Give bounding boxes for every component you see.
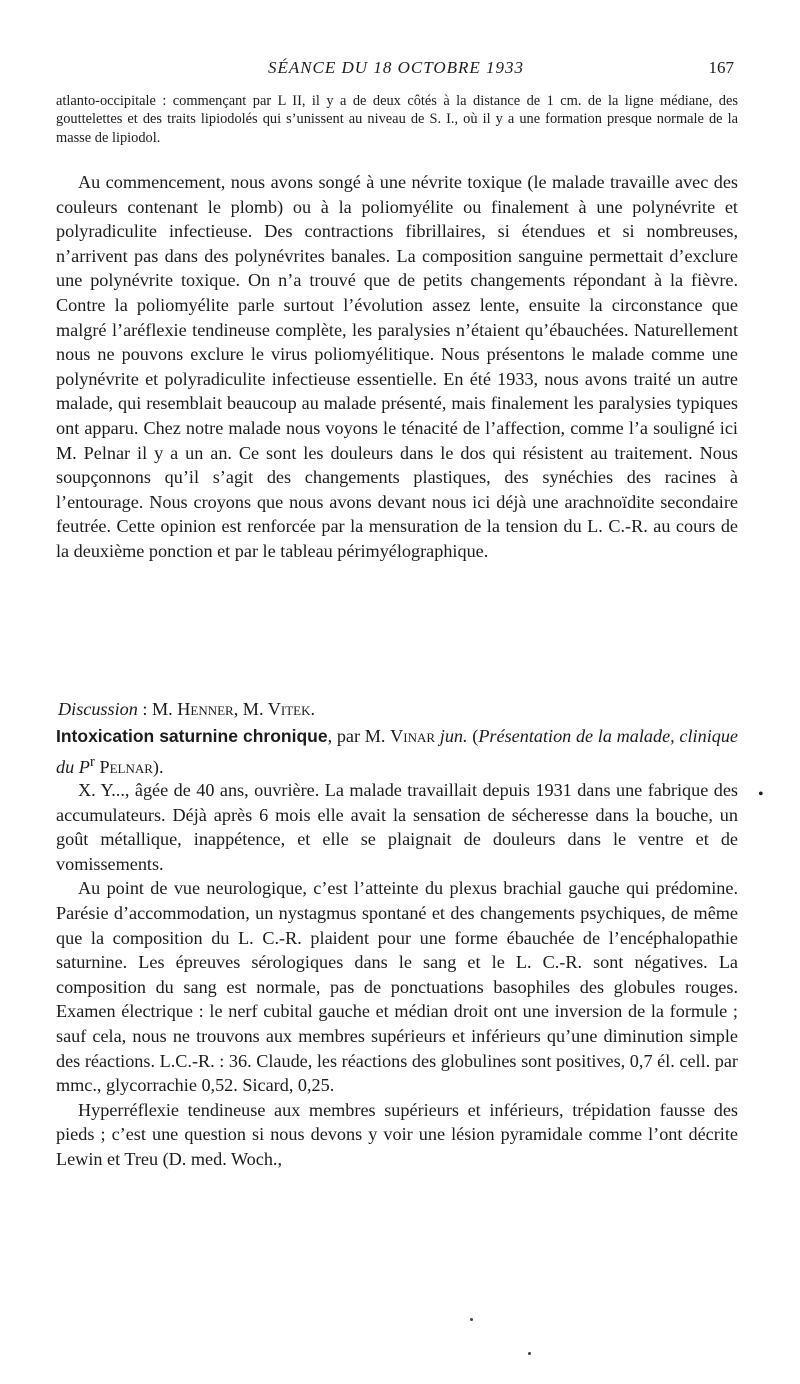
case-report xyxy=(56,778,738,1172)
intro-paragraph xyxy=(56,92,738,147)
presentation-text: Présentation de la malade, clinique du P xyxy=(56,726,739,778)
running-head xyxy=(56,58,736,82)
paragraph-1-text: Au commencement, nous avons songé à une névrite toxique (le malade travaille avec des couleurs contenant le plomb) ou à la poliomyélite ou finalement à une polynévrite et polyradiculite infectieuse. Des contractions fibrillaires, si étendues et si nombreuses, n’arrivent pas dans des polynévrites banales. La composition sanguine permettait d’exclure une polynévrite toxique. On n’a trouvé que de petits changements répondant à la fièvre. Contre la poliomyélite parle surtout l’évolution assez lente, ensuite la circonstance que malgré l’aréflexie tendineuse complète, les paralysies n’étaient qu’ébauchées. Naturellement nous ne pouvons exclure le virus poliomyélitique. Nous présentons le malade comme une polynévrite et polyradiculite infectieuse essentielle. En été 1933, nous avons traité un autre malade, qui resemblait beaucoup au malade présenté, mais finalement les paralysies typiques ont apparu. Chez notre malade nous voyons le ténacité de l’affection, comme l’a souligné ici M. Pelnar il y a un an. Ce sont les douleurs dans le dos qui résistent au traitement. Nous soupçonnons qu’il s’agit des changements plastiques, des synéchies des racines à l’entourage. Nous croyons que nous avons devant nous ici déjà une arachnoïdite secondaire feutrée. Cette opinion est renforcée par la mensuration de la tension du L. C.-R. au cours de la deuxième ponction et par le tableau périmyélographique. xyxy=(56,172,738,561)
intro-text: atlanto-occipitale : commençant par L II, il y a de deux côtés à la distance de 1 cm. de la ligne médiane, des gouttelettes et des traits lipiodolés qui s’unissent au niveau de S. I., où il y a une formation presque normale de la masse de lipiodol. xyxy=(56,93,738,146)
paper-speck xyxy=(528,1352,531,1355)
presentation-close: ). xyxy=(152,757,164,778)
discussion-line xyxy=(58,699,315,720)
section-title xyxy=(56,724,738,780)
presentation-sup: r xyxy=(89,753,95,770)
section-author-suffix: jun. xyxy=(439,726,468,746)
case-paragraph-1: X. Y..., âgée de 40 ans, ouvrière. La malade travaillait depuis 1931 dans une fabrique des accumulateurs. Déjà après 6 mois elle avait la sensation de sécheresse dans la bouche, un goût métallique, inappétence, et elle se plaignait de douleurs dans le ventre et de vomissements. xyxy=(56,780,738,874)
page-number: 167 xyxy=(708,58,734,77)
paragraph-1 xyxy=(56,170,738,564)
discussion-separator: : xyxy=(137,699,152,719)
presentation-open: ( xyxy=(467,726,479,746)
running-title: SÉANCE DU 18 OCTOBRE 1933 xyxy=(267,58,525,77)
section-author: Vinar xyxy=(390,726,436,746)
discussion-label: Discussion xyxy=(58,699,138,719)
discussion-names: M. Henner, M. Vitek. xyxy=(151,699,316,719)
paper-speck xyxy=(470,1318,473,1321)
section-title-bold: Intoxication saturnine chronique xyxy=(56,726,328,746)
section-title-rest: , par M. xyxy=(327,726,391,746)
case-paragraph-3: Hyperréflexie tendineuse aux membres supérieurs et inférieurs, trépidation fausse des pieds ; c’est une question si nous devons y voir une lésion pyramidale comme l’ont décrite Lewin et Treu (D. med. Woch., xyxy=(56,1099,738,1169)
margin-mark: • xyxy=(758,786,764,803)
case-paragraph-2: Au point de vue neurologique, c’est l’atteinte du plexus brachial gauche qui prédomine. Parésie d’accommodation, un nystagmus spontané et des changements psychiques, de même que la composition du L. C.-R. plaident pour une forme ébauchée de l’encéphalopathie saturnine. Les épreuves sérologiques dans le sang et le L. C.-R. sont négatives. La composition du sang est normale, pas de ponctuations basophiles des globules rouges. Examen électrique : le nerf cubital gauche et médian droit ont une inversion de la formule ; sauf cela, nous ne trouvons aux membres supérieurs et inférieurs qu’une diminution simple des réactions. L.C.-R. : 36. Claude, les réactions des globulines sont positives, 0,7 él. cell. par mmc., glycorrachie 0,52. Sicard, 0,25. xyxy=(56,878,738,1096)
presentation-name: Pelnar xyxy=(94,757,153,778)
